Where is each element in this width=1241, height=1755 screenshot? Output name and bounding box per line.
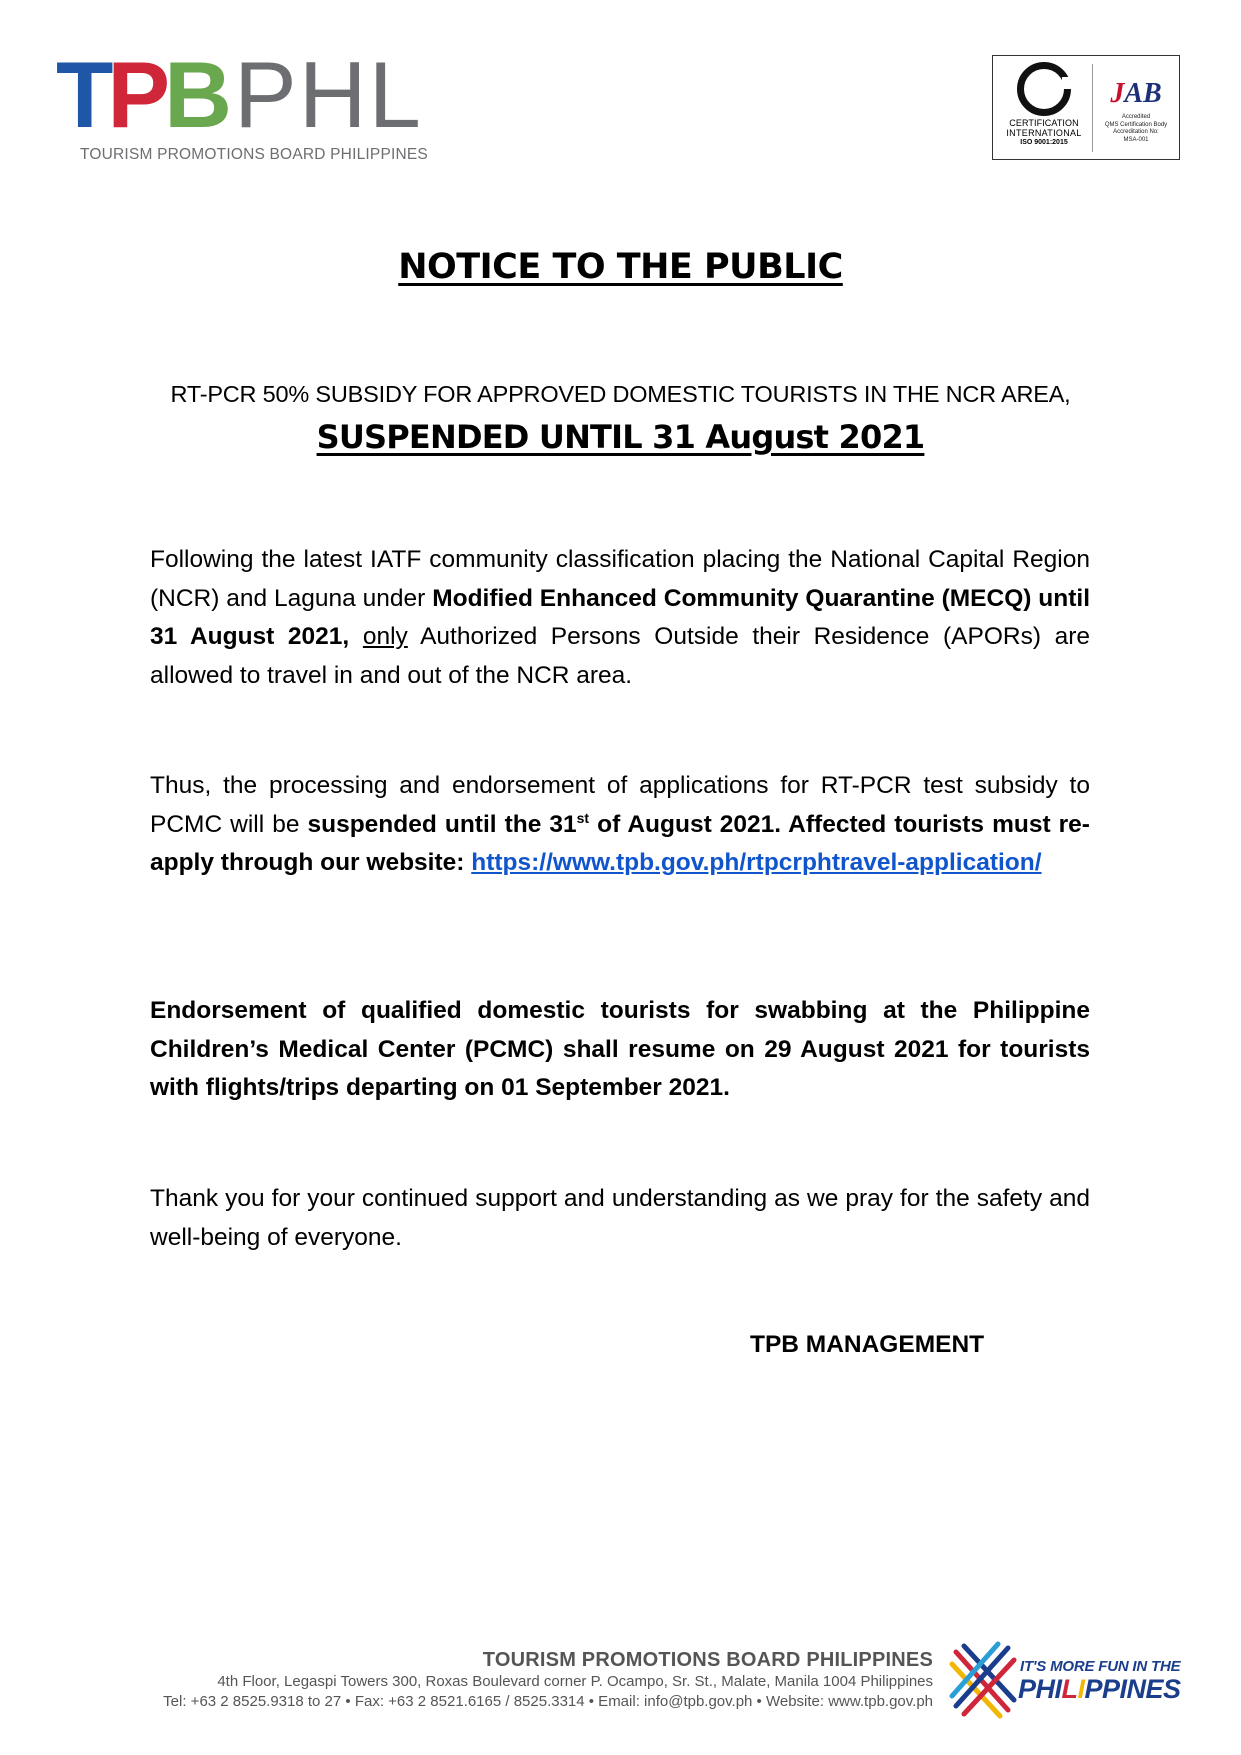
logo-phl: PHL [234,42,423,147]
footer-org-name: TOURISM PROMOTIONS BOARD PHILIPPINES [482,1649,933,1671]
notice-title: NOTICE TO THE PUBLIC [398,247,843,287]
logo-letter-p: P [107,42,165,147]
logo-letter-b: B [164,42,227,147]
logo-letter-t: T [56,42,108,147]
p2-bold-b: of August 2021. Affected tourists must re-apply through our website: [150,810,1090,876]
slogan-l: L [1061,1674,1078,1704]
certification-badge [992,55,1180,160]
weave-x-icon [948,1640,1018,1720]
jab-accreditation-mark [1095,60,1177,156]
its-more-fun-logo [948,1640,1188,1720]
paragraph-iatf-classification [150,541,1090,695]
cert-divider [1092,64,1093,152]
slogan-i: I [1077,1674,1085,1704]
cert-line2: INTERNATIONAL [1006,128,1082,138]
p2-bold-a: suspended until the 31 [307,810,577,838]
logo-tpb [56,42,227,147]
paragraph-processing-suspended [150,767,1090,883]
p1-underline: only [362,623,408,650]
jab-logo: JAB [1110,78,1162,109]
cert-line1: CERTIFICATION [1009,118,1079,128]
footer-contact: Tel: +63 2 8525.9318 to 27 • Fax: +63 2 8521.6165 / 8525.3314 • Email: info@tpb.gov.ph • Website: www.tpb.gov.ph [163,1693,933,1710]
reapply-website-link[interactable]: https://www.tpb.gov.ph/rtpcrphtravel-application/ [471,849,1042,876]
certification-ring-icon [1017,62,1071,116]
paragraph-endorsement-resume: Endorsement of qualified domestic tourists for swabbing at the Philippine Children’s Medical Center (PCMC) shall resume on 29 August 2021 for tourists with flights/trips departing on 01 September 2021. [150,997,1090,1101]
paragraph-thank-you: Thank you for your continued support and understanding as we pray for the safety and well-being of everyone. [150,1185,1090,1251]
logo-wordmark [56,42,423,147]
jab-logo-text: AB [1124,78,1162,109]
slogan-philippines [1018,1674,1181,1705]
jab-line2: QMS Certification Body [1104,121,1168,128]
p1-text-b: Authorized Persons Outside their Residence (APORs) are allowed to travel in and out of the NCR area. [150,623,1090,689]
notice-subtitle: RT-PCR 50% SUBSIDY FOR APPROVED DOMESTIC TOURISTS IN THE NCR AREA, [170,381,1071,407]
slogan-ppines: PPINES [1084,1674,1181,1704]
tpb-phl-logo [56,42,436,169]
slogan-phi: PHI [1018,1674,1062,1704]
certification-international-mark [997,60,1091,156]
footer-contact-block [163,1648,933,1712]
cert-iso: ISO 9001:2015 [1020,139,1068,146]
logo-subtitle: TOURISM PROMOTIONS BOARD PHILIPPINES [80,146,428,163]
p2-text-a: Thus, the processing and endorsement of applications for RT-PCR test subsidy to PCMC will be [150,772,1090,838]
slogan-line1: IT'S MORE FUN IN THE [1020,1658,1181,1675]
notice-headline: SUSPENDED UNTIL 31 August 2021 [316,418,925,456]
jab-line1: Accredited [1121,114,1151,120]
footer-address: 4th Floor, Legaspi Towers 300, Roxas Boulevard corner P. Ocampo, Sr. St., Malate, Manila 1004 Philippines [217,1673,933,1690]
signature: TPB MANAGEMENT [750,1331,985,1358]
p2-superscript: st [576,809,590,826]
jab-line4: MSA-001 [1123,136,1149,143]
p1-bold: Modified Enhanced Community Quarantine (MECQ) until 31 August 2021, [150,584,1091,650]
p1-text-a: Following the latest IATF community classification placing the National Capital Region (NCR) and Laguna under [150,546,1090,612]
jab-line3: Accreditation No: [1113,129,1159,135]
